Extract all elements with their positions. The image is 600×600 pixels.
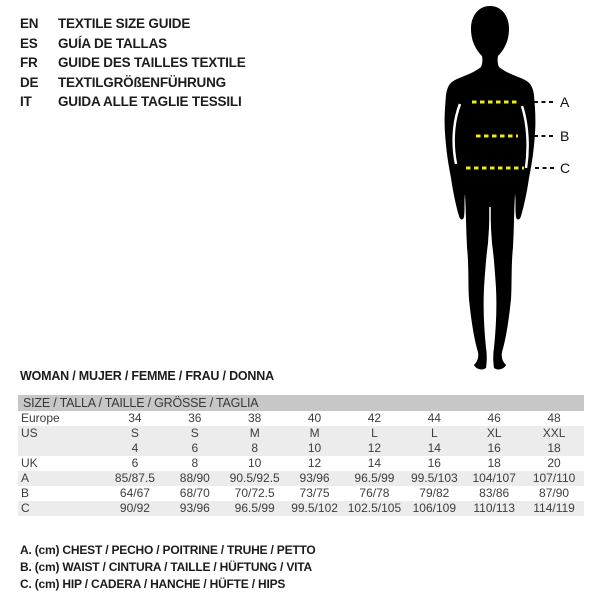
table-cell: L [430, 426, 438, 440]
table-row-us [18, 426, 584, 441]
table-cell: 20 [547, 456, 561, 470]
table-cell: 42 [367, 411, 382, 425]
table-cell: 68/70 [179, 486, 210, 500]
table-cell: 114/119 [533, 501, 575, 515]
table-cell: 96.5/99 [234, 501, 275, 515]
table-cell: L [371, 426, 378, 440]
lang-label: TEXTILGRÖßENFÜHRUNG [58, 74, 226, 90]
table-cell: 83/86 [479, 486, 510, 500]
lang-row-en [20, 14, 246, 34]
table-cell: 106/109 [412, 501, 456, 515]
table-cell: 93/96 [299, 471, 330, 485]
table-cell: 4 [131, 441, 139, 455]
table-cell: XL [486, 426, 502, 440]
lang-code: EN [20, 16, 39, 31]
marker-label-hip: C [560, 160, 571, 176]
lang-row-es [20, 34, 246, 54]
table-cell: 110/113 [473, 501, 515, 515]
legend-hip: C. (cm) HIP / CADERA / HANCHE / HÜFTE / HIPS [20, 577, 286, 591]
lang-label: GUIDE DES TAILLES TEXTILE [58, 55, 246, 70]
row-label: B [21, 486, 30, 500]
table-cell: 88/90 [179, 471, 210, 485]
lang-row-fr [20, 53, 246, 73]
table-cell: 87/90 [539, 486, 570, 500]
table-cell: M [309, 426, 320, 440]
table-cell: 107/110 [532, 471, 576, 485]
table-cell: 48 [547, 411, 561, 425]
legend-chest: A. (cm) CHEST / PECHO / POITRINE / TRUHE / PETTO [20, 543, 316, 557]
table-cell: 14 [367, 456, 382, 470]
lang-label: GUIDA ALLE TAGLIE TESSILI [58, 94, 242, 109]
table-cell: 90/92 [119, 501, 150, 515]
table-cell: 38 [248, 411, 262, 425]
language-list [20, 14, 246, 112]
table-cell: S [190, 426, 199, 440]
table-cell: 40 [307, 411, 322, 425]
row-label [18, 441, 105, 456]
row-label: A [21, 471, 30, 485]
table-cell: 18 [547, 441, 561, 455]
size-table-header: SIZE / TALLA / TAILLE / GRÖSSE / TAGLIA [18, 395, 584, 411]
table-cell: 12 [307, 456, 322, 470]
row-label: UK [21, 456, 38, 470]
lang-row-de [20, 73, 246, 93]
table-cell: 96.5/99 [354, 471, 395, 485]
table-row-uk [18, 456, 584, 471]
table-cell: 85/87.5 [114, 471, 155, 485]
table-cell: 10 [307, 441, 322, 455]
table-cell: 36 [188, 411, 202, 425]
lang-row-it [20, 92, 246, 112]
legend-waist: B. (cm) WAIST / CINTURA / TAILLE / HÜFTUNG / VITA [20, 560, 312, 574]
table-row-us-numeric [18, 441, 584, 456]
table-row-chest [18, 471, 584, 486]
table-cell: 18 [487, 456, 501, 470]
lang-code: DE [20, 74, 39, 90]
lang-code: ES [20, 35, 38, 51]
table-row-waist [18, 486, 584, 501]
row-label: US [21, 426, 38, 440]
table-cell: 34 [128, 411, 142, 425]
marker-label-chest: A [560, 94, 570, 110]
lang-code: FR [20, 55, 38, 70]
table-cell: 90.5/92.5 [229, 471, 280, 485]
section-title: WOMAN / MUJER / FEMME / FRAU / DONNA [20, 369, 274, 383]
marker-label-waist: B [560, 128, 570, 144]
lang-code: IT [20, 94, 32, 109]
table-cell: 8 [191, 456, 199, 470]
table-cell: 99.5/103 [410, 471, 458, 485]
table-cell: 70/72.5 [234, 486, 275, 500]
table-cell: 16 [427, 456, 441, 470]
table-cell: 46 [487, 411, 501, 425]
table-cell: 64/67 [119, 486, 150, 500]
table-cell: S [130, 426, 139, 440]
size-table [18, 395, 584, 516]
table-cell: 10 [248, 456, 262, 470]
table-cell: 44 [427, 411, 441, 425]
table-cell: M [249, 426, 260, 440]
table-row-hip [18, 501, 584, 516]
table-cell: 73/75 [299, 486, 330, 500]
row-label: C [21, 501, 30, 515]
lang-label: TEXTILE SIZE GUIDE [58, 16, 191, 31]
table-cell: 99.5/102 [291, 501, 338, 515]
table-cell: 102.5/105 [347, 501, 402, 515]
table-cell: 8 [251, 441, 259, 455]
measurement-legend [20, 542, 316, 593]
table-cell: 16 [487, 441, 501, 455]
table-row-europe [18, 411, 584, 426]
table-cell: 104/107 [472, 471, 516, 485]
table-cell: 14 [427, 441, 441, 455]
table-cell: 6 [131, 456, 139, 470]
table-cell: 76/78 [359, 486, 390, 500]
lang-label: GUÍA DE TALLAS [58, 35, 167, 51]
table-cell: 79/82 [419, 486, 450, 500]
row-label: Europe [21, 411, 60, 425]
woman-silhouette-figure [438, 0, 592, 380]
table-cell: XXL [542, 426, 566, 440]
table-cell: 6 [191, 441, 199, 455]
table-cell: 12 [367, 441, 382, 455]
table-cell: 93/96 [179, 501, 210, 515]
